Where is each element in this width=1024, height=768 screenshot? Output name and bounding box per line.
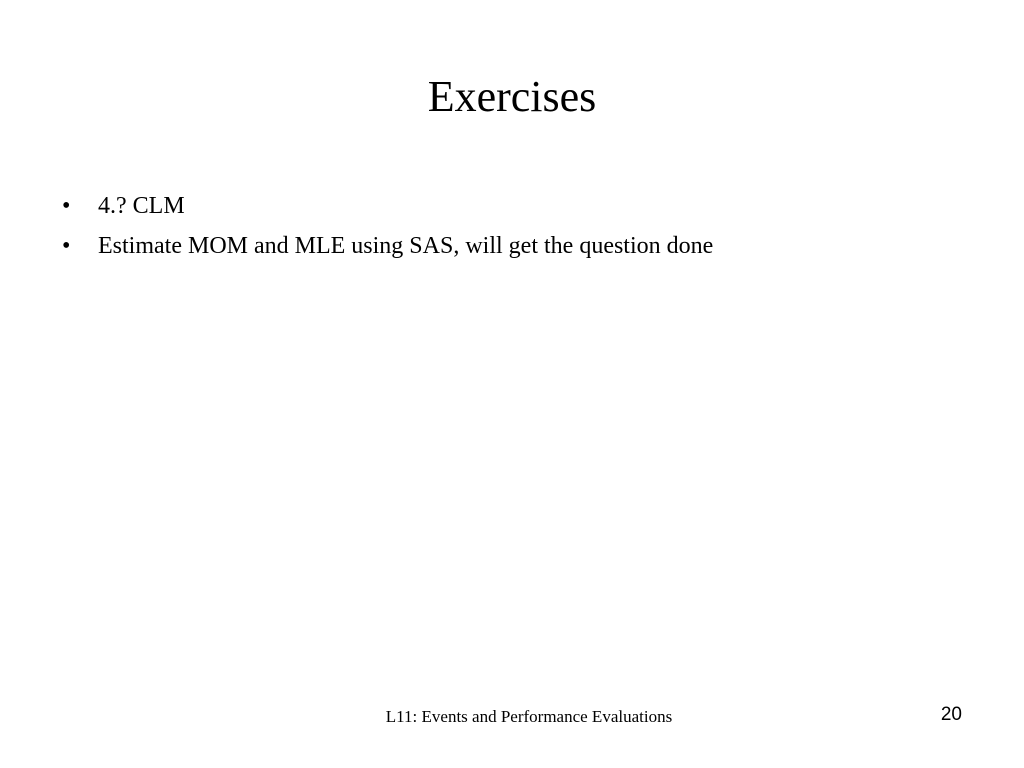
- bullet-text: 4.? CLM: [98, 193, 185, 219]
- bullet-item: [62, 226, 962, 266]
- bullet-text: Estimate MOM and MLE using SAS, will get the question done: [98, 233, 714, 259]
- bullet-marker: •: [62, 193, 71, 219]
- page-number: 20: [940, 704, 962, 725]
- bullet-item: [62, 186, 962, 226]
- footer-text: L11: Events and Performance Evaluations: [385, 707, 673, 726]
- bullet-marker: •: [62, 233, 71, 259]
- slide-title: Exercises: [427, 72, 597, 121]
- bullet-list: [62, 186, 962, 266]
